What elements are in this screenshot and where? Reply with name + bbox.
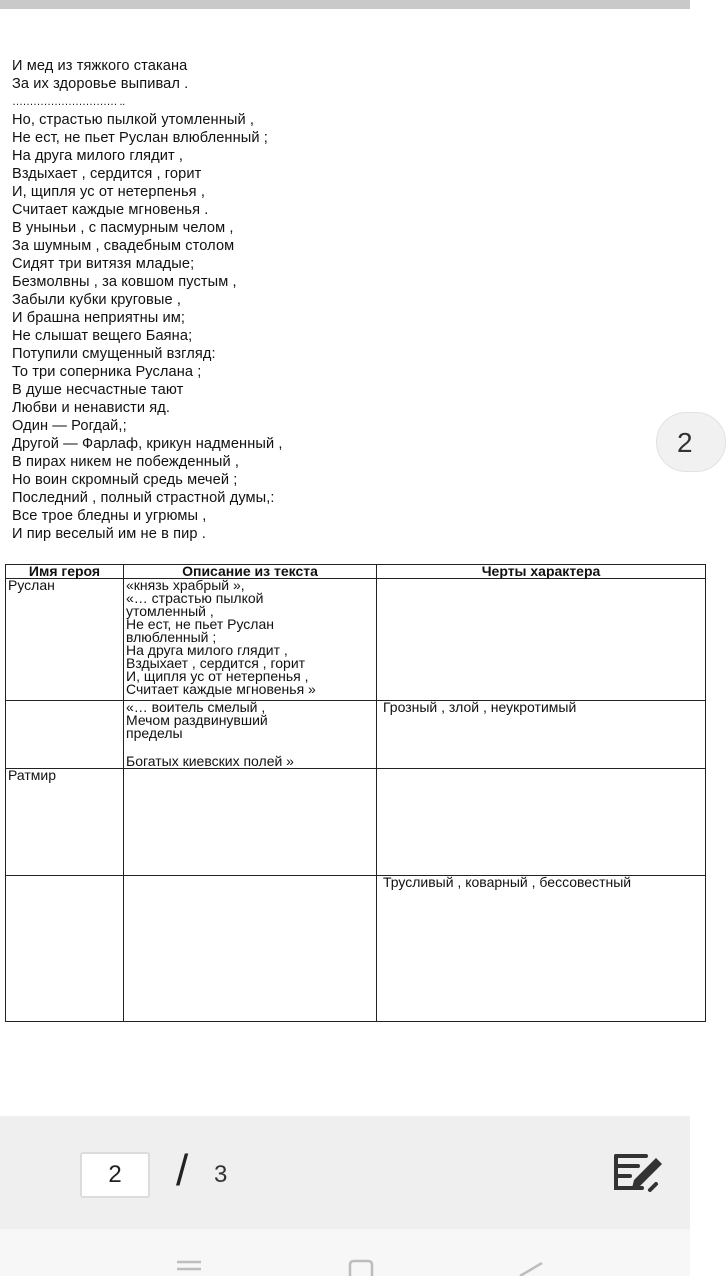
traits-cell bbox=[377, 579, 706, 701]
poem-text bbox=[12, 57, 652, 543]
description-line: утомленный , bbox=[126, 603, 214, 619]
description-line: Мечом раздвинувший bbox=[126, 712, 268, 728]
document-toolbar bbox=[0, 1116, 690, 1229]
poem-line: В уныньи , с пасмурным челом , bbox=[12, 220, 234, 236]
poem-line: Последний , полный страстной думы,: bbox=[12, 490, 275, 506]
traits-cell: Грозный , злой , неукротимый bbox=[377, 701, 706, 769]
top-bar bbox=[0, 0, 690, 9]
poem-line: Все трое бледны и угрюмы , bbox=[12, 508, 207, 524]
header-hero-name: Имя героя bbox=[6, 565, 124, 579]
poem-line: То три соперника Руслана ; bbox=[12, 364, 202, 380]
poem-line: Считает каждые мгновенья . bbox=[12, 202, 209, 218]
home-icon[interactable] bbox=[348, 1259, 374, 1276]
poem-line: И, щипля ус от нетерпенья , bbox=[12, 184, 205, 200]
traits-cell: Трусливый , коварный , бессовестный bbox=[377, 876, 706, 1022]
description-line: Вздыхает , сердится , горит bbox=[126, 655, 306, 671]
hero-name-cell bbox=[6, 701, 124, 769]
back-icon[interactable] bbox=[516, 1261, 544, 1276]
table-header-row bbox=[6, 565, 706, 579]
page-number-input[interactable]: 2 bbox=[80, 1152, 150, 1198]
table-row bbox=[6, 579, 706, 701]
table-row bbox=[6, 769, 706, 876]
poem-line: Но, страстью пылкой утомленный , bbox=[12, 112, 255, 128]
poem-line: ………………………… .. bbox=[12, 96, 125, 108]
description-line: Считает каждые мгновенья » bbox=[126, 681, 316, 697]
description-line: «… страстью пылкой bbox=[126, 590, 264, 606]
hero-name-cell: Руслан bbox=[6, 579, 124, 701]
poem-line: Другой — Фарлаф, крикун надменный , bbox=[12, 436, 283, 452]
system-nav-bar bbox=[0, 1229, 690, 1276]
poem-line: Вздыхает , сердится , горит bbox=[12, 166, 202, 182]
poem-line: И мед из тяжкого стакана bbox=[12, 58, 188, 74]
hero-name-cell: Ратмир bbox=[6, 769, 124, 876]
poem-line: Но воин скромный средь мечей ; bbox=[12, 472, 238, 488]
poem-line: Любви и ненависти яд. bbox=[12, 400, 171, 416]
poem-line: И брашна неприятны им; bbox=[12, 310, 186, 326]
description-line: И, щипля ус от нетерпенья , bbox=[126, 668, 309, 684]
poem-line: Не ест, не пьет Руслан влюбленный ; bbox=[12, 130, 268, 146]
poem-line: На друга милого глядит , bbox=[12, 148, 184, 164]
hero-name-cell bbox=[6, 876, 124, 1022]
character-table bbox=[5, 564, 706, 1022]
poem-line: За их здоровье выпивал . bbox=[12, 76, 189, 92]
description-cell bbox=[124, 769, 377, 876]
table-row bbox=[6, 876, 706, 1022]
poem-line: Не слышат вещего Баяна; bbox=[12, 328, 193, 344]
page-separator: / bbox=[176, 1146, 189, 1195]
poem-line: За шумным , свадебным столом bbox=[12, 238, 235, 254]
description-cell bbox=[124, 579, 377, 701]
description-cell bbox=[124, 876, 377, 1022]
description-line: пределы bbox=[126, 725, 183, 741]
header-description: Описание из текста bbox=[124, 565, 377, 579]
poem-line: Забыли кубки круговые , bbox=[12, 292, 181, 308]
description-line: «князь храбрый », bbox=[126, 577, 245, 593]
description-line: «… воитель смелый , bbox=[126, 699, 266, 715]
poem-line: В душе несчастные тают bbox=[12, 382, 184, 398]
poem-line: Один — Рогдай,; bbox=[12, 418, 127, 434]
traits-cell bbox=[377, 769, 706, 876]
description-line: Богатых киевских полей » bbox=[126, 753, 294, 769]
menu-icon[interactable] bbox=[175, 1259, 203, 1276]
table-row bbox=[6, 701, 706, 769]
description-line: На друга милого глядит , bbox=[126, 642, 288, 658]
poem-line: Сидят три витязя младые; bbox=[12, 256, 195, 272]
description-line: Не ест, не пьет Руслан bbox=[126, 616, 274, 632]
edit-note-icon[interactable] bbox=[612, 1150, 666, 1194]
poem-line: И пир веселый им не в пир . bbox=[12, 526, 206, 542]
poem-line: В пирах никем не побежденный , bbox=[12, 454, 240, 470]
poem-line: Потупили смущенный взгляд: bbox=[12, 346, 216, 362]
page-number-badge[interactable]: 2 bbox=[656, 412, 726, 472]
poem-line: Безмолвны , за ковшом пустым , bbox=[12, 274, 237, 290]
description-line: влюбленный ; bbox=[126, 629, 217, 645]
header-traits: Черты характера bbox=[377, 565, 706, 579]
page-total: 3 bbox=[214, 1161, 228, 1188]
description-cell bbox=[124, 701, 377, 769]
